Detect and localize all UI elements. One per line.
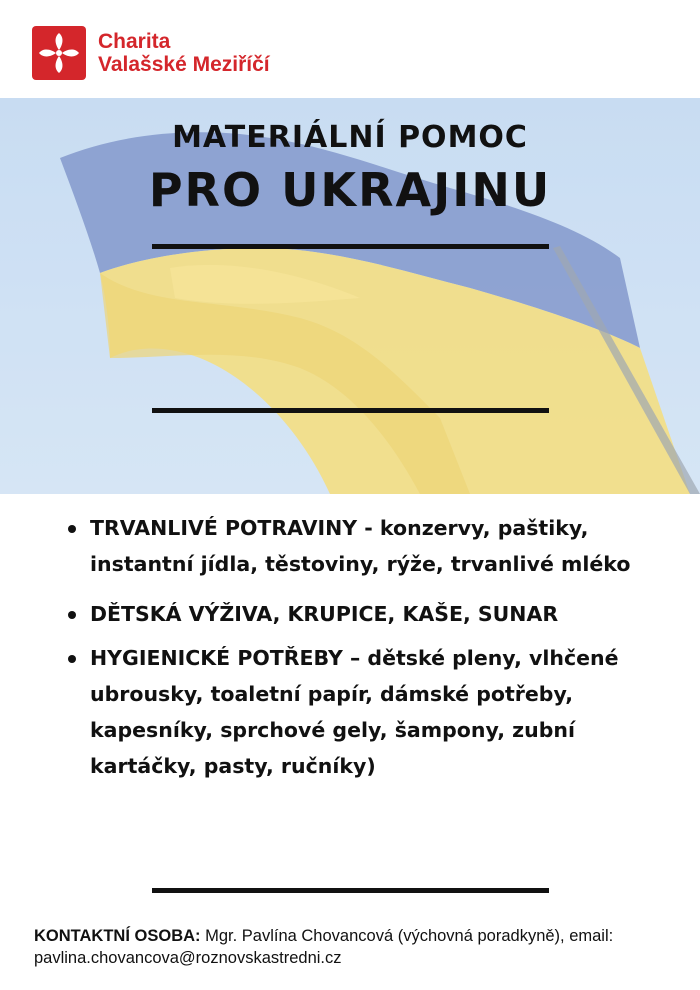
list-item-text: TRVANLIVÉ POTRAVINY - konzervy, paštiky, instantní jídla, těstoviny, rýže, trvanlivé mléko [90,516,631,576]
contact-text: Mgr. Pavlína Chovancová (výchovná poradkyně), email: pavlina.chovancova@roznovskastredni.cz [34,927,614,967]
charita-logo [32,26,270,80]
bullet-icon [68,655,76,663]
list-item-baby-food [64,596,674,632]
organization-name [98,30,270,76]
divider-middle [152,408,549,413]
bullet-icon [68,525,76,533]
ukraine-flag-banner [0,98,700,494]
org-name-line1: Charita [98,30,171,53]
list-item-text: DĚTSKÁ VÝŽIVA, KRUPICE, KAŠE, SUNAR [90,602,559,626]
divider-bottom [152,888,549,893]
contact-label: KONTAKTNÍ OSOBA: [34,927,201,945]
list-item-hygiene [64,640,674,784]
donation-items-list [64,510,674,784]
org-name-line2: Valašské Meziříčí [98,53,270,76]
title-line1: MATERIÁLNÍ POMOC [172,120,528,155]
contact-info [34,925,674,969]
ukraine-flag-image [0,98,700,494]
bullet-icon [68,611,76,619]
divider-top [152,244,549,249]
title-line2: PRO UKRAJINU [148,163,552,217]
list-item-food [64,510,674,582]
charita-cross-icon [32,26,86,80]
list-item-text: HYGIENICKÉ POTŘEBY – dětské pleny, vlhčené ubrousky, toaletní papír, dámské potřeby, kapesníky, sprchové gely, šampony, zubní kartáčky, pasty, ručníky) [90,646,619,778]
